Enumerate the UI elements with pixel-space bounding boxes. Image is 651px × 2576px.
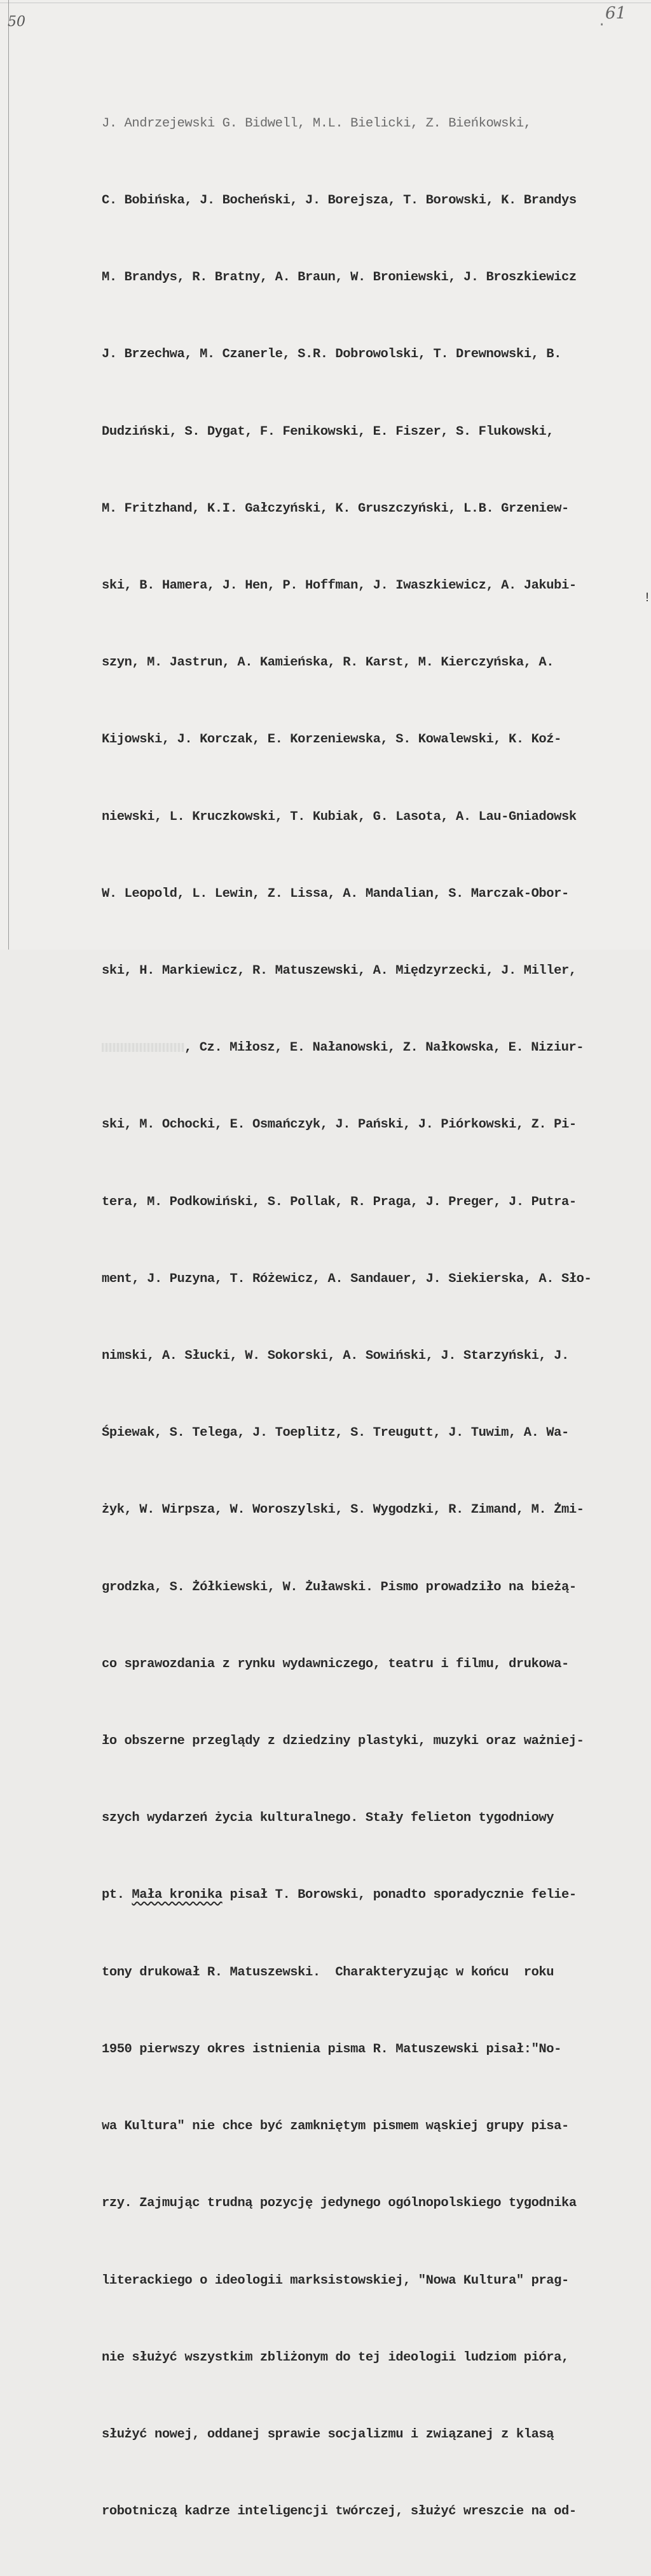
underlined-title: Mała kronika: [132, 1888, 223, 1903]
text-line: J. Andrzejewski G. Bidwell, M.L. Bielicki, Z. Bieńkowski,: [102, 116, 531, 131]
body-text: [102, 60, 648, 2576]
text-line: robotniczą kadrze inteligencji twórczej, służyć wreszcie na od-: [102, 2504, 577, 2519]
line-prefix: pt.: [102, 1888, 132, 1903]
text-line-with-title: [102, 1883, 648, 1908]
text-line: niewski, L. Kruczkowski, T. Kubiak, G. Lasota, A. Lau-Gniadowsk: [102, 809, 577, 824]
text-line: ski, M. Ochocki, E. Osmańczyk, J. Pański, J. Piórkowski, Z. Pi-: [102, 1117, 577, 1133]
text-line-with-redaction: [102, 1035, 648, 1061]
text-line: ski, B. Hamera, J. Hen, P. Hoffman, J. Iwaszkiewicz, A. Jakubi-: [102, 578, 577, 594]
text-line: tera, M. Podkowiński, S. Pollak, R. Praga, J. Preger, J. Putra-: [102, 1194, 577, 1210]
text-line: Śpiewak, S. Telega, J. Toeplitz, S. Treugutt, J. Tuwim, A. Wa-: [102, 1426, 569, 1441]
text-line: C. Bobińska, J. Bocheński, J. Borejsza, T. Borowski, K. Brandys: [102, 193, 577, 208]
text-line: wa Kultura" nie chce być zamkniętym pismem wąskiej grupy pisa-: [102, 2119, 569, 2134]
text-line: tony drukował R. Matuszewski. Charakteryzując w końcu roku: [102, 1965, 554, 1980]
text-line: nie służyć wszystkim zbliżonym do tej ideologii ludziom pióra,: [102, 2350, 569, 2365]
handwritten-page-number-right: 61: [605, 4, 627, 23]
text-line: Dudziński, S. Dygat, F. Fenikowski, E. Fiszer, S. Flukowski,: [102, 424, 554, 439]
text-line: ski, H. Markiewicz, R. Matuszewski, A. Międzyrzecki, J. Miller,: [102, 964, 577, 979]
text-line: ment, J. Puzyna, T. Różewicz, A. Sandauer, J. Siekierska, A. Sło-: [102, 1271, 592, 1286]
text-line: 1950 pierwszy okres istnienia pisma R. Matuszewski pisał:"No-: [102, 2041, 561, 2057]
text-line: nimski, A. Słucki, W. Sokorski, A. Sowiński, J. Starzyński, J.: [102, 1349, 569, 1364]
text-line: grodzka, S. Żółkiewski, W. Żuławski. Pismo prowadziło na bieżą-: [102, 1579, 577, 1595]
text-line: W. Leopold, L. Lewin, Z. Lissa, A. Mandalian, S. Marczak-Obor-: [102, 886, 569, 901]
text-line: co sprawozdania z rynku wydawniczego, teatru i filmu, drukowa-: [102, 1656, 569, 1672]
redacted-name-block: [102, 1043, 184, 1052]
text-line: J. Brzechwa, M. Czanerle, S.R. Dobrowolski, T. Drewnowski, B.: [102, 347, 561, 362]
text-line: szyn, M. Jastrun, A. Kamieńska, R. Karst, M. Kierczyńska, A.: [102, 655, 554, 671]
text-line: żyk, W. Wirpsza, W. Woroszylski, S. Wygodzki, R. Zimand, M. Żmi-: [102, 1503, 584, 1518]
text-line: M. Fritzhand, K.I. Gałczyński, K. Gruszczyński, L.B. Grzeniew-: [102, 501, 569, 516]
left-margin-rule: [8, 0, 9, 950]
text-line: M. Brandys, R. Bratny, A. Braun, W. Broniewski, J. Broszkiewicz: [102, 270, 577, 285]
line-suffix: pisał T. Borowski, ponadto sporadycznie felie-: [222, 1888, 577, 1903]
text-line: Kijowski, J. Korczak, E. Korzeniewska, S. Kowalewski, K. Koź-: [102, 732, 561, 747]
handwritten-page-number-left: 50: [8, 14, 25, 30]
text-line: służyć nowej, oddanej sprawie socjalizmu i związanej z klasą: [102, 2427, 554, 2442]
text-line-remainder: , Cz. Miłosz, E. Nałanowski, Z. Nałkowska, E. Niziur-: [184, 1040, 584, 1056]
text-line: ło obszerne przeglądy z dziedziny plastyki, muzyki oraz ważniej-: [102, 1734, 584, 1749]
margin-dot: .: [598, 14, 606, 30]
margin-tick-mark: !: [643, 591, 651, 606]
text-line: rzy. Zajmując trudną pozycję jedynego ogólnopolskiego tygodnika: [102, 2196, 577, 2211]
text-line: szych wydarzeń życia kulturalnego. Stały felieton tygodniowy: [102, 1811, 554, 1826]
text-line: literackiego o ideologii marksistowskiej, "Nowa Kultura" prag-: [102, 2273, 569, 2288]
